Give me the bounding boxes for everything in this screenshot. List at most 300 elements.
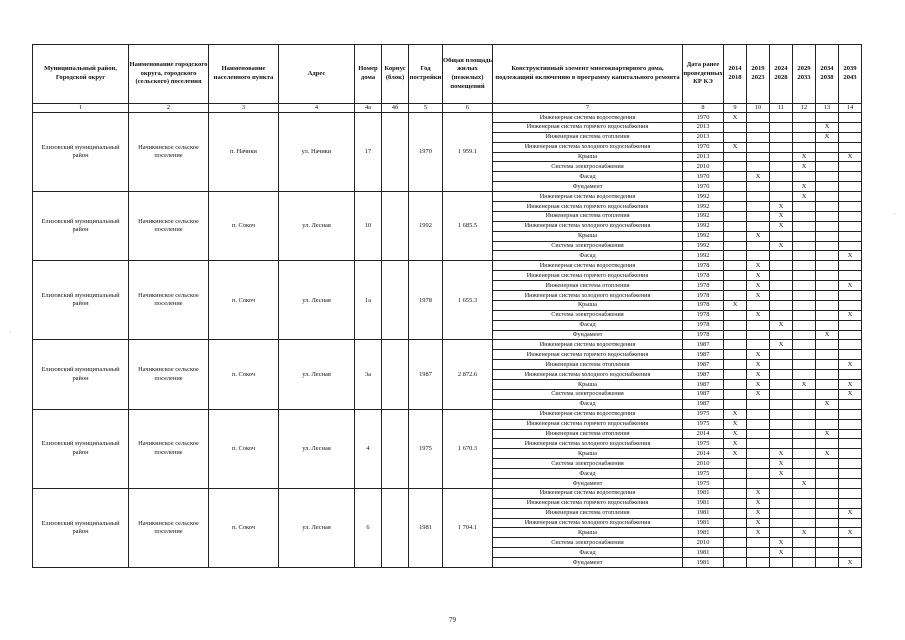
period-mark: X (747, 310, 770, 320)
period-mark (724, 469, 747, 479)
period-mark (770, 429, 793, 439)
period-mark (839, 291, 862, 301)
period-mark (793, 409, 816, 419)
element-prior-date: 1992 (683, 221, 724, 231)
period-mark (839, 202, 862, 212)
period-mark (793, 459, 816, 469)
period-mark (793, 202, 816, 212)
period-mark (793, 281, 816, 291)
period-mark: X (793, 528, 816, 538)
column-number: 14 (839, 104, 862, 113)
period-mark (747, 558, 770, 568)
period-mark (770, 419, 793, 429)
period-mark (793, 340, 816, 350)
period-mark (839, 211, 862, 221)
period-mark (816, 478, 839, 488)
period-mark: X (816, 449, 839, 459)
period-mark (770, 370, 793, 380)
table-row (33, 340, 862, 350)
period-mark: X (724, 419, 747, 429)
element-name: Инженерная система водоотведения (493, 340, 683, 350)
element-name: Инженерная система водоотведения (493, 488, 683, 498)
period-mark (770, 528, 793, 538)
period-mark (724, 538, 747, 548)
element-name: Инженерная система горячего водоснабжения (493, 498, 683, 508)
period-mark (724, 132, 747, 142)
period-mark (747, 221, 770, 231)
period-mark: X (747, 380, 770, 390)
period-mark (793, 508, 816, 518)
period-mark (839, 231, 862, 241)
element-prior-date: 1987 (683, 350, 724, 360)
period-mark (839, 221, 862, 231)
period-mark (770, 439, 793, 449)
period-mark (816, 182, 839, 192)
element-prior-date: 1992 (683, 202, 724, 212)
period-mark (793, 122, 816, 132)
house-block (382, 192, 409, 261)
period-mark (770, 508, 793, 518)
period-mark (793, 271, 816, 281)
period-mark (839, 419, 862, 429)
period-mark (816, 389, 839, 399)
period-mark (816, 310, 839, 320)
column-number: 6 (443, 104, 493, 113)
period-mark: X (816, 399, 839, 409)
period-mark: X (747, 389, 770, 399)
header-area: Общая площадь жилых (нежилых) помещений (443, 45, 493, 104)
period-mark: X (724, 429, 747, 439)
column-number: 4а (355, 104, 382, 113)
period-mark (770, 251, 793, 261)
element-prior-date: 2014 (683, 429, 724, 439)
house-district: Елизовский муниципальный район (33, 261, 129, 340)
element-name: Инженерная система отопления (493, 508, 683, 518)
period-mark: X (770, 320, 793, 330)
header-row (33, 45, 862, 104)
period-mark (724, 478, 747, 488)
period-mark: X (839, 310, 862, 320)
header-period-2014: 2014 2018 (724, 45, 747, 104)
period-mark: X (747, 488, 770, 498)
house-settlement: Начикинское сельское поселение (129, 261, 209, 340)
period-mark (793, 449, 816, 459)
period-mark: X (747, 508, 770, 518)
element-prior-date: 1978 (683, 320, 724, 330)
period-mark (793, 320, 816, 330)
period-mark (839, 538, 862, 548)
period-mark (839, 300, 862, 310)
column-number: 1 (33, 104, 129, 113)
period-mark: X (816, 122, 839, 132)
period-mark: X (839, 281, 862, 291)
house-area: 1 685.5 (443, 192, 493, 261)
period-mark (747, 251, 770, 261)
period-mark: X (816, 132, 839, 142)
period-mark (724, 251, 747, 261)
period-mark (724, 350, 747, 360)
period-mark (839, 478, 862, 488)
element-prior-date: 1981 (683, 548, 724, 558)
period-mark (793, 231, 816, 241)
house-year: 1987 (409, 340, 443, 409)
period-mark (770, 350, 793, 360)
house-district: Елизовский муниципальный район (33, 409, 129, 488)
period-mark (770, 142, 793, 152)
element-prior-date: 1981 (683, 528, 724, 538)
period-mark (724, 330, 747, 340)
period-mark (724, 202, 747, 212)
column-number-row (33, 104, 862, 113)
period-mark: X (770, 538, 793, 548)
period-mark: X (793, 162, 816, 172)
period-mark (724, 221, 747, 231)
period-mark (724, 360, 747, 370)
period-mark (747, 409, 770, 419)
element-prior-date: 1978 (683, 330, 724, 340)
period-mark (770, 478, 793, 488)
period-mark: X (793, 192, 816, 202)
period-mark (747, 449, 770, 459)
element-name: Инженерная система водоотведения (493, 409, 683, 419)
period-mark (770, 261, 793, 271)
period-mark (770, 399, 793, 409)
element-name: Крыша (493, 152, 683, 162)
period-mark (839, 172, 862, 182)
column-number: 12 (793, 104, 816, 113)
house-area: 1 704.1 (443, 488, 493, 567)
table-row (33, 192, 862, 202)
house-locality: п. Сокоч (209, 340, 279, 409)
period-mark: X (747, 172, 770, 182)
house-settlement: Начикинское сельское поселение (129, 409, 209, 488)
period-mark (793, 498, 816, 508)
element-name: Фундамент (493, 478, 683, 488)
house-locality: п. Сокоч (209, 192, 279, 261)
period-mark (770, 389, 793, 399)
period-mark (747, 113, 770, 123)
element-prior-date: 2010 (683, 162, 724, 172)
period-mark: X (724, 113, 747, 123)
element-prior-date: 1981 (683, 558, 724, 568)
period-mark (839, 449, 862, 459)
element-name: Инженерная система водоотведения (493, 192, 683, 202)
period-mark (747, 469, 770, 479)
period-mark: X (747, 518, 770, 528)
house-area: 1 670.3 (443, 409, 493, 488)
house-locality: п. Сокоч (209, 409, 279, 488)
period-mark (839, 498, 862, 508)
element-prior-date: 1975 (683, 478, 724, 488)
period-mark (793, 132, 816, 142)
period-mark (816, 469, 839, 479)
period-mark (816, 518, 839, 528)
header-settlement: Наименование городского округа, городского (сельского) поселения (129, 45, 209, 104)
period-mark: X (770, 449, 793, 459)
period-mark (839, 271, 862, 281)
element-prior-date: 1975 (683, 469, 724, 479)
period-mark (839, 162, 862, 172)
period-mark (793, 538, 816, 548)
element-name: Крыша (493, 380, 683, 390)
period-mark (770, 271, 793, 281)
period-mark: X (793, 380, 816, 390)
period-mark: X (747, 350, 770, 360)
period-mark (724, 528, 747, 538)
element-name: Инженерная система холодного водоснабжения (493, 142, 683, 152)
period-mark (816, 409, 839, 419)
element-name: Крыша (493, 300, 683, 310)
period-mark: X (839, 251, 862, 261)
table-row (33, 409, 862, 419)
period-mark (770, 330, 793, 340)
period-mark (839, 429, 862, 439)
period-mark (816, 300, 839, 310)
element-name: Фундамент (493, 182, 683, 192)
period-mark (816, 211, 839, 221)
house-street: ул. Начики (279, 113, 355, 192)
period-mark: X (747, 360, 770, 370)
period-mark (839, 459, 862, 469)
period-mark (724, 518, 747, 528)
period-mark (793, 261, 816, 271)
element-name: Фасад (493, 172, 683, 182)
period-mark (793, 113, 816, 123)
element-prior-date: 1981 (683, 518, 724, 528)
period-mark (724, 211, 747, 221)
period-mark (747, 122, 770, 132)
period-mark: X (747, 528, 770, 538)
period-mark (747, 182, 770, 192)
period-mark (816, 439, 839, 449)
period-mark: X (770, 340, 793, 350)
period-mark (816, 380, 839, 390)
period-mark (747, 241, 770, 251)
period-mark (747, 340, 770, 350)
element-prior-date: 1981 (683, 488, 724, 498)
period-mark: X (747, 291, 770, 301)
period-mark (816, 558, 839, 568)
element-prior-date: 1981 (683, 498, 724, 508)
header-period-2024: 2024 2028 (770, 45, 793, 104)
element-name: Фасад (493, 251, 683, 261)
period-mark (770, 380, 793, 390)
house-street: ул. Лесная (279, 192, 355, 261)
column-number: 4 (279, 104, 355, 113)
house-district: Елизовский муниципальный район (33, 488, 129, 567)
element-name: Инженерная система холодного водоснабжения (493, 370, 683, 380)
margin-tick-mark: · (9, 330, 11, 336)
period-mark (816, 320, 839, 330)
period-mark (793, 221, 816, 231)
period-mark: X (770, 221, 793, 231)
element-name: Инженерная система отопления (493, 429, 683, 439)
element-name: Система электроснабжения (493, 241, 683, 251)
period-mark (816, 113, 839, 123)
period-mark: X (747, 231, 770, 241)
element-prior-date: 1978 (683, 310, 724, 320)
period-mark (839, 192, 862, 202)
element-prior-date: 2010 (683, 459, 724, 469)
element-prior-date: 1978 (683, 300, 724, 310)
period-mark: X (747, 370, 770, 380)
header-locality: Наименование населенного пункта (209, 45, 279, 104)
element-prior-date: 1987 (683, 399, 724, 409)
period-mark (747, 330, 770, 340)
period-mark (839, 439, 862, 449)
period-mark: X (747, 498, 770, 508)
period-mark (793, 350, 816, 360)
house-number: 17 (355, 113, 382, 192)
house-area: 1 959.1 (443, 113, 493, 192)
period-mark (793, 330, 816, 340)
table-row (33, 488, 862, 498)
period-mark (724, 271, 747, 281)
element-prior-date: 1975 (683, 419, 724, 429)
element-name: Инженерная система горячего водоснабжения (493, 271, 683, 281)
header-period-2034: 2034 2038 (816, 45, 839, 104)
period-mark (816, 281, 839, 291)
period-mark: X (839, 558, 862, 568)
period-mark (839, 409, 862, 419)
period-mark (816, 488, 839, 498)
period-mark (724, 261, 747, 271)
house-locality: п. Начики (209, 113, 279, 192)
element-name: Фундамент (493, 558, 683, 568)
period-mark (793, 291, 816, 301)
period-mark: X (770, 202, 793, 212)
table-row (33, 113, 862, 123)
house-settlement: Начикинское сельское поселение (129, 192, 209, 261)
period-mark (839, 182, 862, 192)
house-block (382, 409, 409, 488)
period-mark (793, 241, 816, 251)
element-prior-date: 1978 (683, 291, 724, 301)
element-prior-date: 1975 (683, 439, 724, 449)
period-mark (724, 548, 747, 558)
element-name: Инженерная система холодного водоснабжения (493, 221, 683, 231)
period-mark (793, 389, 816, 399)
period-mark (839, 488, 862, 498)
house-area: 1 655.3 (443, 261, 493, 340)
period-mark: X (770, 548, 793, 558)
period-mark (793, 439, 816, 449)
element-prior-date: 1970 (683, 182, 724, 192)
period-mark (747, 192, 770, 202)
period-mark (793, 518, 816, 528)
period-mark (724, 340, 747, 350)
period-mark (770, 172, 793, 182)
column-number: 7 (493, 104, 683, 113)
header-period-2029: 2029 2033 (793, 45, 816, 104)
period-mark: X (724, 409, 747, 419)
element-prior-date: 1975 (683, 409, 724, 419)
period-mark: X (793, 478, 816, 488)
period-mark (839, 320, 862, 330)
period-mark (770, 310, 793, 320)
element-prior-date: 1970 (683, 113, 724, 123)
element-name: Фасад (493, 548, 683, 558)
period-mark (793, 558, 816, 568)
element-prior-date: 1992 (683, 211, 724, 221)
element-prior-date: 2014 (683, 449, 724, 459)
period-mark (839, 261, 862, 271)
element-name: Инженерная система водоотведения (493, 113, 683, 123)
page-number: 79 (449, 616, 456, 624)
period-mark (724, 172, 747, 182)
period-mark (770, 488, 793, 498)
period-mark (724, 291, 747, 301)
period-mark (770, 122, 793, 132)
element-name: Инженерная система горячего водоснабжения (493, 419, 683, 429)
column-number: 3 (209, 104, 279, 113)
period-mark (747, 419, 770, 429)
period-mark (816, 508, 839, 518)
period-mark (724, 320, 747, 330)
house-number: 4 (355, 409, 382, 488)
house-settlement: Начикинское сельское поселение (129, 340, 209, 409)
period-mark (724, 508, 747, 518)
house-number: 3а (355, 340, 382, 409)
house-street: ул. Лесная (279, 261, 355, 340)
element-prior-date: 1992 (683, 192, 724, 202)
element-prior-date: 1981 (683, 508, 724, 518)
house-block (382, 113, 409, 192)
period-mark: X (724, 142, 747, 152)
period-mark: X (770, 211, 793, 221)
column-number: 11 (770, 104, 793, 113)
period-mark (793, 251, 816, 261)
period-mark (816, 548, 839, 558)
period-mark (770, 498, 793, 508)
period-mark (747, 459, 770, 469)
period-mark (839, 330, 862, 340)
element-name: Крыша (493, 528, 683, 538)
house-block (382, 261, 409, 340)
column-number: 2 (129, 104, 209, 113)
period-mark (816, 152, 839, 162)
period-mark (816, 221, 839, 231)
header-prior-date: Дата ранее проведенных КР КЭ (683, 45, 724, 104)
element-prior-date: 1978 (683, 261, 724, 271)
period-mark (747, 211, 770, 221)
period-mark (724, 122, 747, 132)
element-name: Система электроснабжения (493, 389, 683, 399)
period-mark (839, 350, 862, 360)
period-mark (839, 399, 862, 409)
element-prior-date: 1992 (683, 251, 724, 261)
period-mark (724, 498, 747, 508)
period-mark: X (793, 182, 816, 192)
column-number: 9 (724, 104, 747, 113)
period-mark (839, 113, 862, 123)
margin-tick-mark: · (894, 212, 896, 218)
header-period-2019: 2019 2023 (747, 45, 770, 104)
period-mark (747, 399, 770, 409)
period-mark (816, 350, 839, 360)
table-row (33, 261, 862, 271)
header-house-number: Номер дома (355, 45, 382, 104)
column-number: 10 (747, 104, 770, 113)
period-mark (724, 558, 747, 568)
period-mark (839, 518, 862, 528)
element-prior-date: 1992 (683, 241, 724, 251)
period-mark (816, 192, 839, 202)
period-mark (816, 370, 839, 380)
period-mark (839, 142, 862, 152)
period-mark (816, 291, 839, 301)
element-name: Крыша (493, 231, 683, 241)
